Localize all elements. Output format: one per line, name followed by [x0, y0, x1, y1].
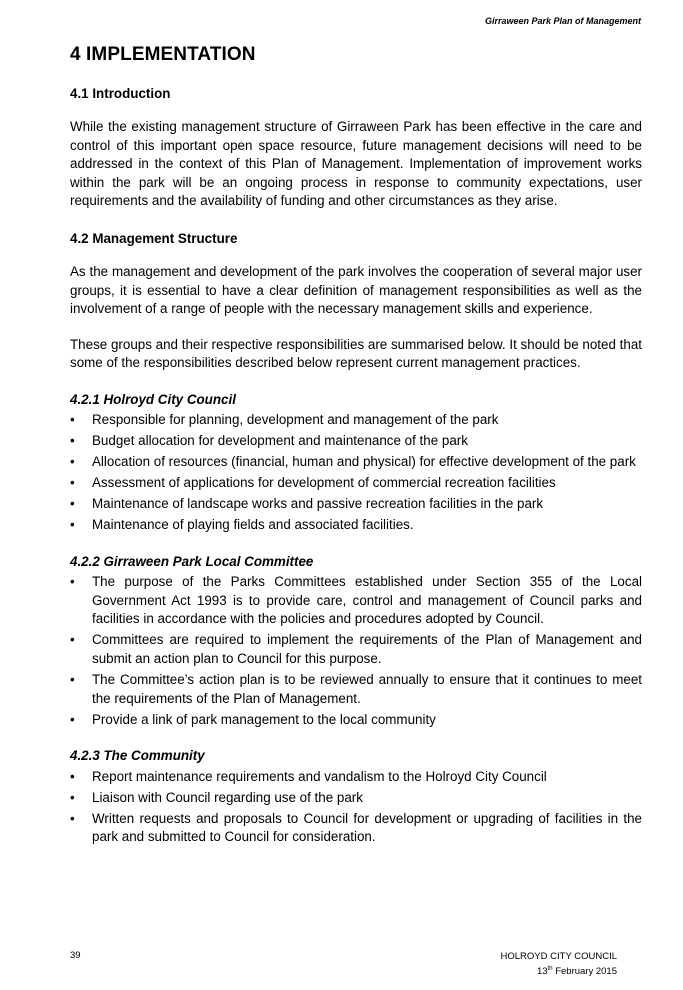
bullet-icon: • — [70, 517, 75, 533]
bullet-icon: • — [70, 671, 75, 687]
management-structure-paragraph-1: As the management and development of the park involves the cooperation of several major user groups, it is essential to have a clear definition of management responsibilities as well as the involvement of a range of people with the necessary management skills and experience. — [70, 263, 642, 317]
bullet-icon: • — [70, 433, 75, 449]
bullet-icon: • — [70, 454, 75, 470]
bullet-icon: • — [70, 711, 75, 727]
list-item: • The Committee’s action plan is to be reviewed annually to ensure that it continues to meet the requirements of the Plan of Management. — [70, 671, 642, 706]
bullet-icon: • — [70, 789, 75, 805]
council-responsibilities-list — [70, 411, 642, 535]
chapter-heading: 4 IMPLEMENTATION — [70, 44, 256, 65]
list-item: • Report maintenance requirements and vandalism to the Holroyd City Council — [70, 768, 642, 787]
page-content — [70, 44, 642, 847]
section-heading-management-structure: 4.2 Management Structure — [70, 230, 238, 246]
list-item: • Provide a link of park management to the local community — [70, 711, 642, 730]
footer-info — [501, 950, 617, 978]
list-item: • Committees are required to implement the requirements of the Plan of Management and submit an action plan to Council for this purpose. — [70, 632, 642, 666]
subsection-heading-committee: 4.2.2 Girraween Park Local Committee — [70, 553, 314, 569]
list-item: • The purpose of the Parks Committees established under Section 355 of the Local Government Act 1993 is to provide care, control and management of Council parks and facilities in accordance with the policies and procedures adopted by Council. — [70, 574, 642, 627]
list-item: • Written requests and proposals to Council for development or upgrading of facilities in the park and submitted to Council for consideration. — [70, 810, 642, 845]
management-structure-paragraph-2: These groups and their respective responsibilities are summarised below. It should be noted that some of the responsibilities described below represent current management practices. — [70, 336, 642, 371]
bullet-icon: • — [70, 574, 75, 590]
subsection-heading-council: 4.2.1 Holroyd City Council — [70, 391, 236, 407]
running-header: Girraween Park Plan of Management — [484, 16, 641, 26]
list-item: • Responsible for planning, development and management of the park — [70, 411, 642, 430]
introduction-paragraph: While the existing management structure of Girraween Park has been effective in the care and control of this important open space resource, future management decisions will need to be addressed in the context of this Plan of Management. Implementation of improvement works within the park will be an ongoing process in response to community expectations, user requirements and the availability of funding and other circumstances as they arise. — [70, 119, 642, 209]
list-item: • Liaison with Council regarding use of the park — [70, 789, 642, 808]
footer-organisation: HOLROYD CITY COUNCIL — [500, 951, 617, 962]
footer-date: 13th February 2015 — [536, 966, 617, 978]
page-number: 39 — [70, 950, 81, 961]
committee-responsibilities-list — [70, 573, 642, 729]
list-item: • Allocation of resources (financial, human and physical) for effective development of the park — [70, 453, 642, 472]
bullet-icon: • — [70, 496, 75, 512]
subsection-heading-community: 4.2.3 The Community — [70, 748, 205, 764]
list-item: • Assessment of applications for development of commercial recreation facilities — [70, 474, 642, 493]
list-item: • Maintenance of playing fields and associated facilities. — [70, 516, 642, 535]
community-responsibilities-list — [70, 768, 642, 847]
section-heading-introduction: 4.1 Introduction — [70, 86, 171, 101]
bullet-icon: • — [70, 632, 75, 648]
bullet-icon: • — [70, 768, 75, 784]
list-item: • Maintenance of landscape works and passive recreation facilities in the park — [70, 495, 642, 514]
bullet-icon: • — [70, 412, 75, 428]
list-item: • Budget allocation for development and maintenance of the park — [70, 432, 642, 451]
bullet-icon: • — [70, 810, 75, 826]
bullet-icon: • — [70, 475, 75, 491]
